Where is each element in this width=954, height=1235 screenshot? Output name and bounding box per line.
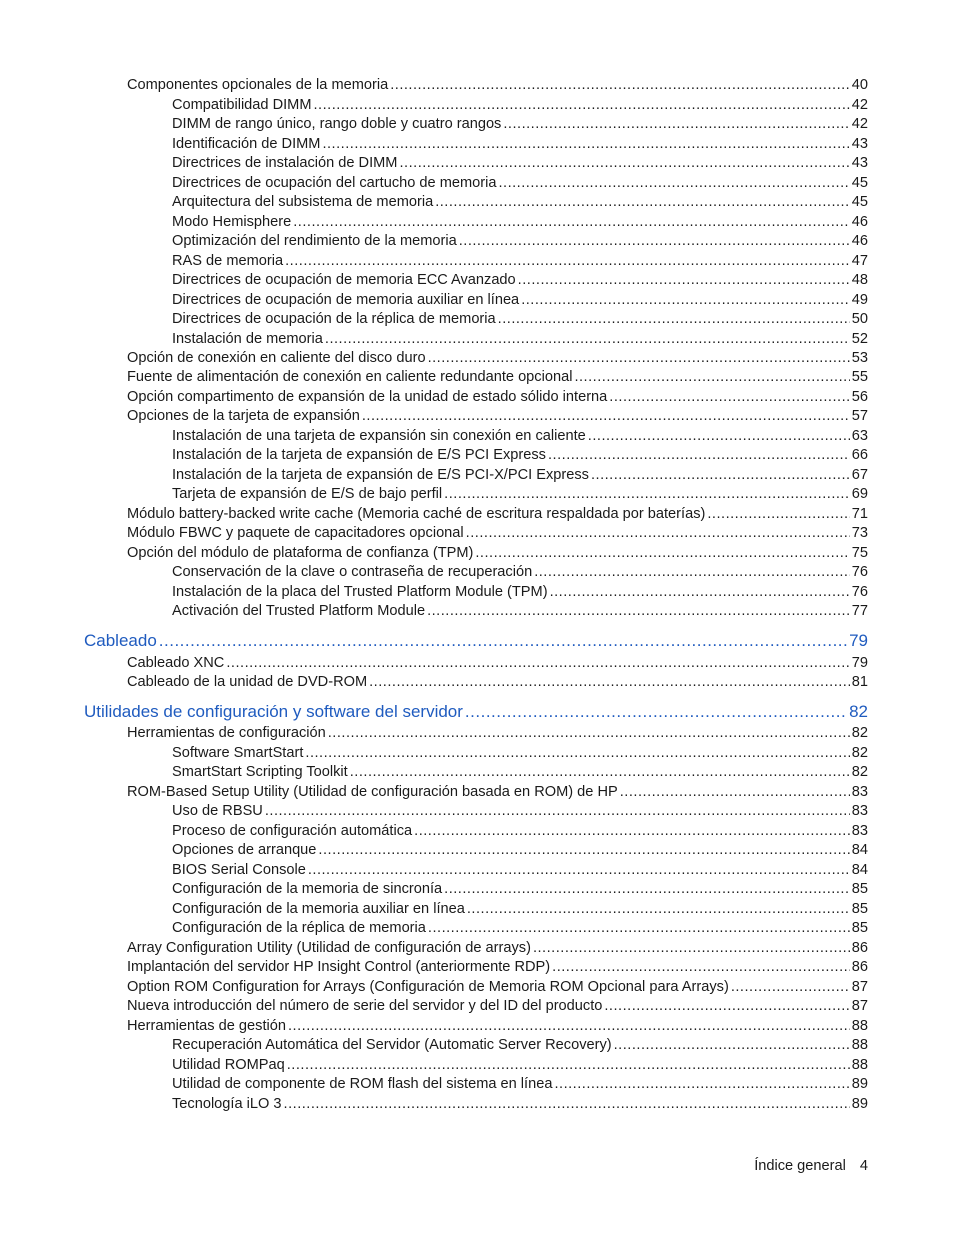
toc-dot-leader	[305, 744, 849, 762]
toc-entry[interactable]	[127, 654, 868, 672]
toc-entry[interactable]	[172, 563, 868, 581]
toc-entry-page-number: 46	[851, 214, 868, 230]
toc-dot-leader	[731, 978, 850, 996]
toc-entry[interactable]	[172, 485, 868, 503]
toc-entry-label: Instalación de la tarjeta de expansión de E/S PCI-X/PCI Express	[172, 467, 589, 483]
toc-entry-page-number: 45	[851, 175, 868, 191]
toc-entry-page-number: 77	[851, 603, 868, 619]
toc-entry[interactable]	[172, 1075, 868, 1093]
toc-entry-label: Directrices de ocupación del cartucho de memoria	[172, 175, 497, 191]
toc-entry-label: Instalación de una tarjeta de expansión sin conexión en caliente	[172, 428, 586, 444]
toc-dot-leader	[498, 174, 849, 192]
toc-entry-page-number: 82	[851, 725, 868, 741]
toc-dot-leader	[518, 271, 850, 289]
toc-entry-label: Instalación de la tarjeta de expansión de E/S PCI Express	[172, 447, 546, 463]
toc-dot-leader	[552, 958, 850, 976]
toc-entry[interactable]	[172, 291, 868, 309]
toc-entry-page-number: 53	[851, 350, 868, 366]
toc-entry-label: Conservación de la clave o contraseña de recuperación	[172, 564, 533, 580]
toc-entry[interactable]	[127, 76, 868, 94]
toc-entry-page-number: 82	[849, 702, 868, 721]
toc-entry-page-number: 73	[851, 525, 868, 541]
toc-entry[interactable]	[172, 466, 868, 484]
toc-entry-label: Utilidad de componente de ROM flash del sistema en línea	[172, 1076, 553, 1092]
toc-dot-leader	[475, 544, 849, 562]
toc-dot-leader	[467, 900, 850, 918]
toc-entry-page-number: 45	[851, 194, 868, 210]
footer-page-number: 4	[859, 1158, 868, 1174]
toc-dot-leader	[503, 115, 849, 133]
toc-entry-page-number: 46	[851, 233, 868, 249]
toc-entry[interactable]	[172, 744, 868, 762]
toc-entry-label: Identificación de DIMM	[172, 136, 321, 152]
toc-entry-label: Configuración de la réplica de memoria	[172, 920, 426, 936]
toc-entry[interactable]	[127, 1017, 868, 1035]
toc-entry-page-number: 50	[851, 311, 868, 327]
toc-entry[interactable]	[172, 861, 868, 879]
toc-entry-label: SmartStart Scripting Toolkit	[172, 764, 348, 780]
toc-entry[interactable]	[172, 841, 868, 859]
toc-entry-page-number: 82	[851, 764, 868, 780]
toc-entry-page-number: 47	[851, 253, 868, 269]
toc-entry[interactable]	[172, 252, 868, 270]
toc-entry-page-number: 67	[851, 467, 868, 483]
toc-entry[interactable]	[127, 368, 868, 386]
toc-entry-label: Nueva introducción del número de serie del servidor y del ID del producto	[127, 998, 603, 1014]
toc-entry-label: Optimización del rendimiento de la memoria	[172, 233, 457, 249]
toc-entry-page-number: 84	[851, 842, 868, 858]
toc-entry-page-number: 49	[851, 292, 868, 308]
toc-entry[interactable]	[172, 213, 868, 231]
toc-dot-leader	[604, 997, 849, 1015]
toc-dot-leader	[328, 724, 850, 742]
toc-entry-label: Utilidad ROMPaq	[172, 1057, 285, 1073]
toc-dot-leader	[314, 96, 850, 114]
toc-dot-leader	[285, 252, 850, 270]
toc-dot-leader	[428, 349, 850, 367]
toc-entry-page-number: 84	[851, 862, 868, 878]
toc-entry-label: BIOS Serial Console	[172, 862, 306, 878]
toc-entry[interactable]	[172, 802, 868, 820]
toc-dot-leader	[350, 763, 850, 781]
toc-entry-label: Uso de RBSU	[172, 803, 263, 819]
toc-entry-page-number: 42	[851, 97, 868, 113]
toc-dot-leader	[293, 213, 850, 231]
toc-entry-label: Option ROM Configuration for Arrays (Configuración de Memoria ROM Opcional para Arrays)	[127, 979, 729, 995]
toc-entry-page-number: 76	[851, 584, 868, 600]
toc-entry-page-number: 86	[851, 940, 868, 956]
toc-entry-label: Módulo FBWC y paquete de capacitadores opcional	[127, 525, 464, 541]
toc-entry-label: Directrices de ocupación de memoria ECC Avanzado	[172, 272, 516, 288]
toc-entry-label: Herramientas de gestión	[127, 1018, 286, 1034]
toc-entry-page-number: 69	[851, 486, 868, 502]
toc-entry-page-number: 89	[851, 1076, 868, 1092]
toc-dot-leader	[707, 505, 849, 523]
toc-entry-label: Tecnología iLO 3	[172, 1096, 282, 1112]
toc-dot-leader	[390, 76, 850, 94]
toc-dot-leader	[554, 1075, 849, 1093]
toc-entry-page-number: 76	[851, 564, 868, 580]
toc-entry-label: Cableado	[84, 631, 157, 650]
toc-entry[interactable]	[172, 900, 868, 918]
toc-entry-label: Configuración de la memoria de sincronía	[172, 881, 443, 897]
toc-entry-page-number: 42	[851, 116, 868, 132]
toc-entry-page-number: 48	[851, 272, 868, 288]
toc-entry-label: Cableado de la unidad de DVD-ROM	[127, 674, 368, 690]
toc-entry[interactable]	[172, 822, 868, 840]
toc-dot-leader	[548, 446, 850, 464]
toc-entry[interactable]	[127, 997, 868, 1015]
toc-dot-leader	[521, 291, 850, 309]
toc-entry-label: Compatibilidad DIMM	[172, 97, 312, 113]
toc-entry[interactable]	[127, 349, 868, 367]
toc-entry-label: Instalación de memoria	[172, 331, 323, 347]
toc-dot-leader	[265, 802, 850, 820]
toc-entry-page-number: 40	[851, 77, 868, 93]
toc-dot-leader	[369, 673, 850, 691]
toc-entry-page-number: 43	[851, 136, 868, 152]
toc-dot-leader	[466, 524, 850, 542]
toc-entry-page-number: 88	[851, 1037, 868, 1053]
toc-entry-label: Proceso de configuración automática	[172, 823, 413, 839]
toc-entry-page-number: 83	[851, 784, 868, 800]
toc-entry[interactable]	[127, 958, 868, 976]
toc-entry-page-number: 88	[851, 1057, 868, 1073]
toc-entry-label: Directrices de ocupación de la réplica de memoria	[172, 311, 496, 327]
toc-entry-label: Arquitectura del subsistema de memoria	[172, 194, 434, 210]
toc-dot-leader	[591, 466, 850, 484]
toc-dot-leader	[427, 602, 850, 620]
toc-entry[interactable]	[172, 310, 868, 328]
toc-entry-page-number: 75	[851, 545, 868, 561]
toc-dot-leader	[287, 1056, 850, 1074]
toc-dot-leader	[620, 783, 850, 801]
toc-entry[interactable]	[172, 1036, 868, 1054]
toc-entry-page-number: 83	[851, 803, 868, 819]
toc-section-heading[interactable]	[84, 701, 868, 723]
toc-entry[interactable]	[127, 724, 868, 742]
toc-entry-label: Recuperación Automática del Servidor (Automatic Server Recovery)	[172, 1037, 612, 1053]
toc-entry-label: Activación del Trusted Platform Module	[172, 603, 426, 619]
toc-dot-leader	[444, 880, 850, 898]
toc-entry-label: Cableado XNC	[127, 655, 225, 671]
toc-section-heading[interactable]	[84, 630, 868, 652]
toc-dot-leader	[399, 154, 849, 172]
toc-entry-label: Opciones de arranque	[172, 842, 317, 858]
toc-entry-page-number: 85	[851, 881, 868, 897]
toc-entry-label: Opción de conexión en caliente del disco duro	[127, 350, 426, 366]
toc-entry-page-number: 85	[851, 920, 868, 936]
toc-entry[interactable]	[172, 427, 868, 445]
toc-entry-page-number: 85	[851, 901, 868, 917]
toc-dot-leader	[414, 822, 850, 840]
toc-entry[interactable]	[127, 544, 868, 562]
toc-entry-label: Fuente de alimentación de conexión en caliente redundante opcional	[127, 369, 573, 385]
toc-entry-label: Implantación del servidor HP Insight Control (anteriormente RDP)	[127, 959, 551, 975]
toc-entry-page-number: 79	[849, 631, 868, 650]
toc-dot-leader	[534, 563, 850, 581]
toc-entry[interactable]	[127, 939, 868, 957]
toc-entry[interactable]	[127, 407, 868, 425]
toc-dot-leader	[284, 1095, 850, 1113]
toc-entry-label: DIMM de rango único, rango doble y cuatro rangos	[172, 116, 502, 132]
toc-entry-page-number: 87	[851, 979, 868, 995]
footer-section-title: Índice general	[754, 1158, 846, 1174]
toc-entry[interactable]	[172, 271, 868, 289]
toc-entry-page-number: 56	[851, 389, 868, 405]
toc-entry-page-number: 79	[851, 655, 868, 671]
toc-entry-label: Componentes opcionales de la memoria	[127, 77, 389, 93]
toc-entry-label: Opciones de la tarjeta de expansión	[127, 408, 360, 424]
toc-entry-label: Modo Hemisphere	[172, 214, 292, 230]
toc-entry-label: Tarjeta de expansión de E/S de bajo perfil	[172, 486, 443, 502]
toc-entry[interactable]	[172, 193, 868, 211]
toc-entry[interactable]	[127, 783, 868, 801]
toc-entry-label: Opción compartimento de expansión de la unidad de estado sólido interna	[127, 389, 608, 405]
toc-entry-label: Módulo battery-backed write cache (Memoria caché de escritura respaldada por baterías)	[127, 506, 706, 522]
toc-entry[interactable]	[172, 135, 868, 153]
toc-entry-label: Array Configuration Utility (Utilidad de configuración de arrays)	[127, 940, 531, 956]
toc-entry-label: Opción del módulo de plataforma de confianza (TPM)	[127, 545, 474, 561]
toc-entry-label: Directrices de ocupación de memoria auxiliar en línea	[172, 292, 520, 308]
toc-entry[interactable]	[127, 505, 868, 523]
toc-entry-label: Utilidades de configuración y software del servidor	[84, 702, 463, 721]
toc-entry[interactable]	[127, 978, 868, 996]
toc-dot-leader	[362, 407, 850, 425]
toc-dot-leader	[435, 193, 850, 211]
toc-entry[interactable]	[172, 154, 868, 172]
toc-entry[interactable]	[172, 232, 868, 250]
toc-entry-page-number: 52	[851, 331, 868, 347]
toc-dot-leader	[428, 919, 850, 937]
toc-entry[interactable]	[127, 524, 868, 542]
toc-entry[interactable]	[172, 330, 868, 348]
toc-dot-leader	[574, 368, 849, 386]
toc-entry-label: ROM-Based Setup Utility (Utilidad de configuración basada en ROM) de HP	[127, 784, 618, 800]
toc-entry[interactable]	[127, 673, 868, 691]
toc-entry[interactable]	[172, 115, 868, 133]
toc-dot-leader	[318, 841, 849, 859]
toc-entry[interactable]	[172, 446, 868, 464]
toc-dot-leader	[288, 1017, 850, 1035]
toc-entry[interactable]	[127, 388, 868, 406]
toc-entry[interactable]	[172, 1095, 868, 1113]
toc-entry-page-number: 66	[851, 447, 868, 463]
toc-entry[interactable]	[172, 602, 868, 620]
toc-dot-leader	[308, 861, 850, 879]
toc-dot-leader	[588, 427, 850, 445]
toc-entry-page-number: 86	[851, 959, 868, 975]
toc-entry[interactable]	[172, 1056, 868, 1074]
toc-dot-leader	[533, 939, 850, 957]
toc-dot-leader	[459, 232, 850, 250]
toc-entry-page-number: 82	[851, 745, 868, 761]
toc-entry-page-number: 71	[851, 506, 868, 522]
toc-dot-leader	[159, 630, 847, 652]
toc-entry-page-number: 57	[851, 408, 868, 424]
toc-entry[interactable]	[172, 174, 868, 192]
toc-entry-label: Directrices de instalación de DIMM	[172, 155, 398, 171]
toc-dot-leader	[614, 1036, 850, 1054]
toc-entry[interactable]	[172, 880, 868, 898]
toc-dot-leader	[322, 135, 849, 153]
toc-dot-leader	[498, 310, 850, 328]
toc-entry-page-number: 43	[851, 155, 868, 171]
toc-entry-page-number: 89	[851, 1096, 868, 1112]
toc-entry[interactable]	[172, 919, 868, 937]
toc-entry-page-number: 63	[851, 428, 868, 444]
toc-entry-page-number: 83	[851, 823, 868, 839]
toc-entry-label: Instalación de la placa del Trusted Platform Module (TPM)	[172, 584, 548, 600]
toc-entry-page-number: 81	[851, 674, 868, 690]
toc-entry-label: Software SmartStart	[172, 745, 304, 761]
toc-entry-label: RAS de memoria	[172, 253, 284, 269]
toc-entry-label: Herramientas de configuración	[127, 725, 326, 741]
toc-dot-leader	[325, 330, 850, 348]
toc-dot-leader	[465, 701, 847, 723]
toc-entry[interactable]	[172, 96, 868, 114]
toc-entry-page-number: 55	[851, 369, 868, 385]
toc-dot-leader	[226, 654, 849, 672]
toc-entry-page-number: 87	[851, 998, 868, 1014]
toc-dot-leader	[444, 485, 850, 503]
toc-dot-leader	[550, 583, 850, 601]
toc-entry[interactable]	[172, 583, 868, 601]
toc-dot-leader	[609, 388, 849, 406]
page-footer	[754, 1158, 868, 1174]
toc-entry[interactable]	[172, 763, 868, 781]
toc-entry-page-number: 88	[851, 1018, 868, 1034]
toc-entry-label: Configuración de la memoria auxiliar en línea	[172, 901, 465, 917]
